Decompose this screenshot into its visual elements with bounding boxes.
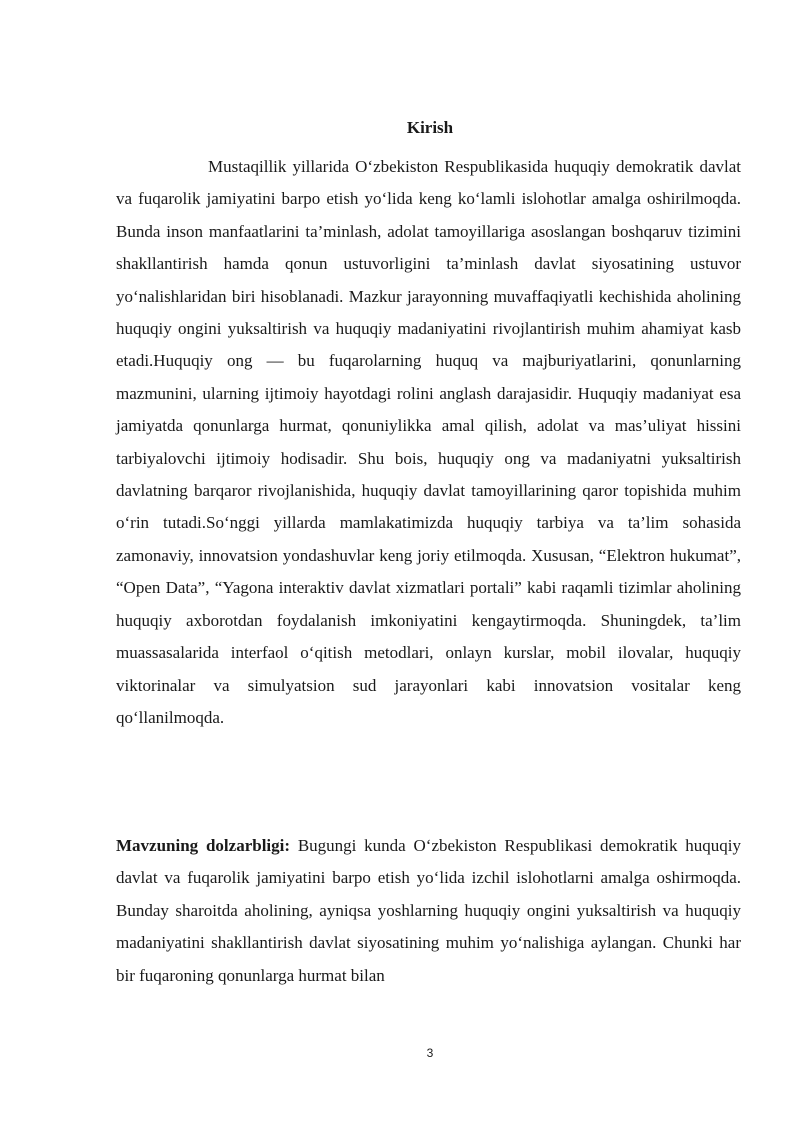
intro-paragraph: Mustaqillik yillarida O‘zbekiston Respublikasida huquqiy demokratik davlat va fuqarolik jamiyatini barpo etish yo‘lida keng ko‘lamli islohotlar amalga oshirilmoqda. Bunda inson manfaatlarini ta’minlash, adolat tamoyillariga asoslangan boshqaruv tizimini shakllantirish hamda qonun ustuvorligini ta’minlash davlat siyosatining ustuvor yo‘nalishlaridan biri hisoblanadi. Mazkur jarayonning muvaffaqiyatli kechishida aholining huquqiy ongini yuksaltirish va huquqiy madaniyatini rivojlantirish muhim ahamiyat kasb etadi.Huquqiy ong — bu fuqarolarning huquq va majburiyatlarini, qonunlarning mazmunini, ularning ijtimoiy hayotdagi rolini anglash darajasidir. Huquqiy madaniyat esa jamiyatda qonunlarga hurmat, qonuniylikka amal qilish, adolat va mas’uliyat hissini tarbiyalovchi ijtimoiy hodisadir. Shu bois, huquqiy ong va madaniyatni yuksaltirish davlatning barqaror rivojlanishida, huquqiy davlat tamoyillarining qaror topishida muhim o‘rin tutadi.So‘nggi yillarda mamlakatimizda huquqiy tarbiya va ta’lim sohasida zamonaviy, innovatsion yondashuvlar keng joriy etilmoqda. Xususan, “Elektron hukumat”, “Open Data”, “Yagona interaktiv davlat xizmatlari portali” kabi raqamli tizimlar aholining huquqiy axborotdan foydalanish imkoniyatini kengaytirmoqda. Shuningdek, ta’lim muassasalarida interfaol o‘qitish metodlari, onlayn kurslar, mobil ilovalar, huquqiy viktorinalar va simulyatsion sud jarayonlari kabi innovatsion vositalar keng qo‘llanilmoqda. xyxy=(116,157,741,727)
relevance-paragraph xyxy=(116,830,741,992)
relevance-lead: Mavzuning dolzarbligi: xyxy=(116,836,291,855)
section-heading: Kirish xyxy=(406,118,454,137)
page-number: 3 xyxy=(426,1046,434,1060)
relevance-text: Bugungi kunda O‘zbekiston Respublikasi demokratik huquqiy davlat va fuqarolik jamiyatini barpo etish yo‘lida izchil islohotlarni amalga oshirmoqda. Bunday sharoitda aholining, ayniqsa yoshlarning huquqiy ongini yuksaltirish va huquqiy madaniyatini shakllantirish davlat siyosatining muhim yo‘nalishiga aylangan. Chunki har bir fuqaroning qonunlarga hurmat bilan xyxy=(116,836,741,985)
